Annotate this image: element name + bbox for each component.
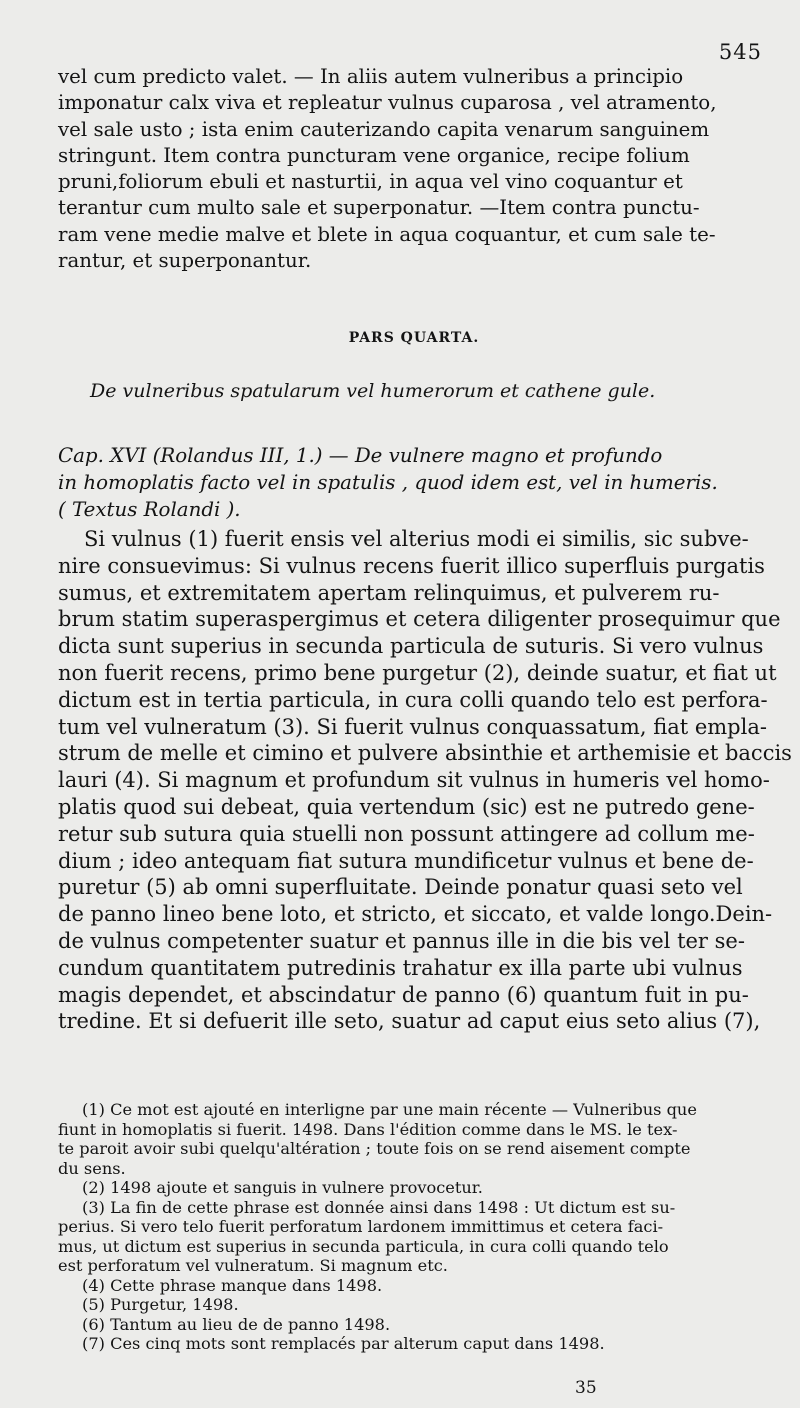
text-line: non fuerit recens, primo bene purgetur (2), deinde suatur, et fiat ut: [58, 660, 777, 685]
text-line: strum de melle et cimino et pulvere absinthie et arthemisie et baccis: [58, 741, 792, 766]
text-line: tum vel vulneratum (3). Si fuerit vulnus conquassatum, fiat empla-: [58, 714, 767, 739]
text-line: retur sub sutura quia stuelli non possunt attingere ad collum me-: [58, 821, 755, 846]
text-line: nire consuevimus: Si vulnus recens fuerit illico superfluis purgatis: [58, 553, 765, 578]
text-line: Si vulnus (1) fuerit ensis vel alterius modi ei similis, sic subve-: [84, 527, 749, 551]
text-line: vel cum predicto valet. — In aliis autem vulneribus a principio: [58, 65, 684, 88]
text-line: dictum est in tertia particula, in cura colli quando telo est perfora-: [58, 687, 768, 712]
text-line: dicta sunt superius in secunda particula de suturis. Si vero vulnus: [58, 634, 764, 659]
text-line: de vulnus competenter suatur et pannus ille in die bis vel ter se-: [58, 928, 745, 953]
text-line: tredine. Et si defuerit ille seto, suatur ad caput eius seto alius (7),: [58, 1009, 761, 1034]
footnote-line: est perforatum vel vulneratum. Si magnum etc.: [58, 1256, 448, 1275]
text-line: rantur, et superponantur.: [58, 249, 312, 273]
footnote-line: (5) Purgetur, 1498.: [82, 1295, 239, 1314]
text-line: brum statim superaspergimus et cetera diligenter prosequimur que: [58, 607, 781, 632]
text-line: puretur (5) ab omni superfluitate. Deinde ponatur quasi seto vel: [58, 875, 743, 900]
text-line: platis quod sui debeat, quia vertendum (sic) est ne putredo gene-: [58, 794, 755, 819]
footnote-line: (2) 1498 ajoute et sanguis in vulnere provocetur.: [82, 1178, 483, 1197]
main-text: [58, 526, 792, 1035]
footnote-line: (3) La fin de cette phrase est donnée ainsi dans 1498 : Ut dictum est su-: [82, 1197, 676, 1217]
footnote-line: du sens.: [58, 1158, 126, 1178]
opening-paragraph: [58, 64, 770, 274]
text-line: magis dependet, et abscindatur de panno (6) quantum fuit in pu-: [58, 982, 749, 1007]
text-line: stringunt. Item contra puncturam vene organice, recipe folium: [58, 143, 690, 167]
text-line: lauri (4). Si magnum et profundum sit vulnus in humeris vel homo-: [58, 768, 770, 793]
text-line: de panno lineo bene loto, et stricto, et siccato, et valde longo.Dein-: [58, 902, 773, 927]
text-line: sumus, et extremitatem apertam relinquimus, et pulverem ru-: [58, 580, 720, 605]
chapter-line: in homoplatis facto vel in spatulis , quod idem est, vel in humeris.: [58, 471, 718, 494]
text-line: vel sale usto ; ista enim cauterizando capita venarum sanguinem: [58, 117, 710, 141]
text-line: ram vene medie malve et blete in aqua coquantur, et cum sale te-: [58, 222, 716, 246]
signature-mark: 35: [575, 1378, 597, 1398]
chapter-heading: [58, 442, 770, 523]
section-heading: PARS QUARTA.: [348, 330, 480, 346]
footnote-line: mus, ut dictum est superius in secunda particula, in cura colli quando telo: [58, 1236, 669, 1256]
page-number: 545: [718, 40, 762, 64]
footnote-line: (4) Cette phrase manque dans 1498.: [82, 1275, 383, 1295]
text-line: cundum quantitatem putredinis trahatur ex illa parte ubi vulnus: [58, 955, 743, 980]
text-line: pruni,foliorum ebuli et nasturtii, in aqua vel vino coquantur et: [58, 170, 683, 194]
chapter-line: ( Textus Rolandi ).: [58, 498, 241, 521]
text-line: dium ; ideo antequam fiat sutura mundificetur vulnus et bene de-: [58, 848, 754, 873]
chapter-line: Cap. XVI (Rolandus III, 1.) — De vulnere magno et profundo: [58, 444, 663, 467]
text-line: terantur cum multo sale et superponatur. —Item contra punctu-: [58, 196, 700, 220]
footnote-line: te paroit avoir subi quelqu'altération ; toute fois on se rend aisement compte: [58, 1139, 691, 1158]
footnote-line: fiunt in homoplatis si fuerit. 1498. Dans l'édition comme dans le MS. le tex-: [58, 1119, 678, 1139]
footnote-line: perius. Si vero telo fuerit perforatum lardonem immittimus et cetera faci-: [58, 1217, 664, 1236]
section-subtitle: De vulneribus spatularum vel humerorum et cathene gule.: [90, 380, 656, 402]
text-line: imponatur calx viva et repleatur vulnus cuparosa , vel atramento,: [58, 91, 717, 115]
footnote-line: (1) Ce mot est ajouté en interligne par une main récente — Vulneribus que: [82, 1100, 697, 1119]
footnote-line: (6) Tantum au lieu de de panno 1498.: [82, 1314, 391, 1334]
footnotes: [58, 1100, 770, 1354]
footnote-line: (7) Ces cinq mots sont remplacés par alterum caput dans 1498.: [82, 1334, 605, 1353]
